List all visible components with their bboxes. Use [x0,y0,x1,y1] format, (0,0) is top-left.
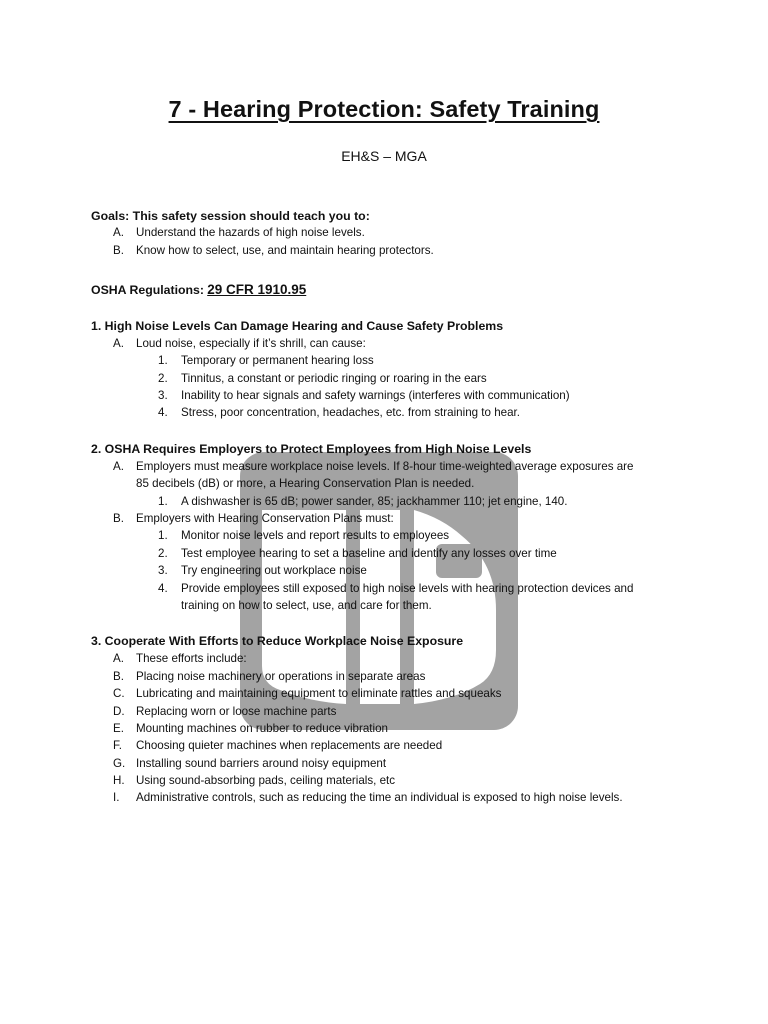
section2-a-marker: A. [113,460,124,473]
section1-item-text: Tinnitus, a constant or periodic ringing or roaring in the ears [181,372,487,385]
section3-item-marker: D. [113,705,125,718]
section2-b-item-text: Provide employees still exposed to high noise levels with hearing protection devices and [181,582,634,595]
section3-item-marker: B. [113,670,124,683]
osha-regulations-label: OSHA Regulations: [91,283,204,297]
section1-a-text: Loud noise, especially if it’s shrill, can cause: [136,337,366,350]
section2-heading: 2. OSHA Requires Employers to Protect Employees from High Noise Levels [91,442,532,456]
section3-item-marker: G. [113,757,126,770]
section2-a-sub-marker: 1. [158,495,168,508]
section1-item-text: Temporary or permanent hearing loss [181,354,374,367]
section2-b-item-marker: 2. [158,547,168,560]
section1-item-text: Inability to hear signals and safety warnings (interferes with communication) [181,389,570,402]
section3-item-marker: H. [113,774,125,787]
section2-b-item-marker: 3. [158,564,168,577]
goals-item-marker: B. [113,244,124,257]
page-subtitle: EH&S – MGA [341,148,427,164]
section1-heading: 1. High Noise Levels Can Damage Hearing and Cause Safety Problems [91,319,504,333]
section3-item-text: Lubricating and maintaining equipment to eliminate rattles and squeaks [136,687,502,700]
section1-item-marker: 1. [158,354,168,367]
section3-item-marker: F. [113,739,123,752]
section2-b-item-marker: 4. [158,582,168,595]
goals-item-text: Understand the hazards of high noise levels. [136,226,365,239]
section3-item-marker: C. [113,687,125,700]
section2-b-marker: B. [113,512,124,525]
section3-item-text: Mounting machines on rubber to reduce vibration [136,722,388,735]
section3-item-text: Installing sound barriers around noisy equipment [136,757,387,770]
goals-item-text: Know how to select, use, and maintain hearing protectors. [136,244,434,257]
section3-item-text: Choosing quieter machines when replacements are needed [136,739,443,752]
page-title: 7 - Hearing Protection: Safety Training [168,96,600,122]
section1-item-marker: 3. [158,389,168,402]
goals-heading: Goals: This safety session should teach you to: [91,209,370,223]
goals-item-marker: A. [113,226,124,239]
section3-item-marker: E. [113,722,124,735]
section2-a-line1: Employers must measure workplace noise levels. If 8-hour time-weighted average exposures are [136,460,634,473]
section2-b-item-marker: 1. [158,529,168,542]
section3-item-text: These efforts include: [136,652,247,665]
section1-item-text: Stress, poor concentration, headaches, etc. from straining to hear. [181,406,520,419]
section1-item-marker: 2. [158,372,168,385]
section3-item-marker: A. [113,652,124,665]
section3-item-text: Administrative controls, such as reducing the time an individual is exposed to high noise levels. [136,791,623,804]
osha-regulations-line [91,283,306,298]
section3-item-text: Replacing worn or loose machine parts [136,705,337,718]
section2-b-item4-line2: training on how to select, use, and care for them. [181,599,432,612]
section3-item-text: Placing noise machinery or operations in separate areas [136,670,426,683]
section2-b-item-text: Try engineering out workplace noise [181,564,367,577]
section1-a-marker: A. [113,337,124,350]
section3-item-text: Using sound-absorbing pads, ceiling materials, etc [136,774,396,787]
section2-b-item-text: Test employee hearing to set a baseline and identify any losses over time [181,547,557,560]
osha-regulation-link[interactable]: 29 CFR 1910.95 [207,282,307,297]
section2-a-sub-text: A dishwasher is 65 dB; power sander, 85; jackhammer 110; jet engine, 140. [181,495,568,508]
section3-heading: 3. Cooperate With Efforts to Reduce Workplace Noise Exposure [91,634,464,648]
section1-item-marker: 4. [158,406,168,419]
section3-item-marker: I. [113,791,120,804]
section2-b-item-text: Monitor noise levels and report results to employees [181,529,450,542]
section2-b-text: Employers with Hearing Conservation Plans must: [136,512,394,525]
section2-a-line2: 85 decibels (dB) or more, a Hearing Conservation Plan is needed. [136,477,475,490]
